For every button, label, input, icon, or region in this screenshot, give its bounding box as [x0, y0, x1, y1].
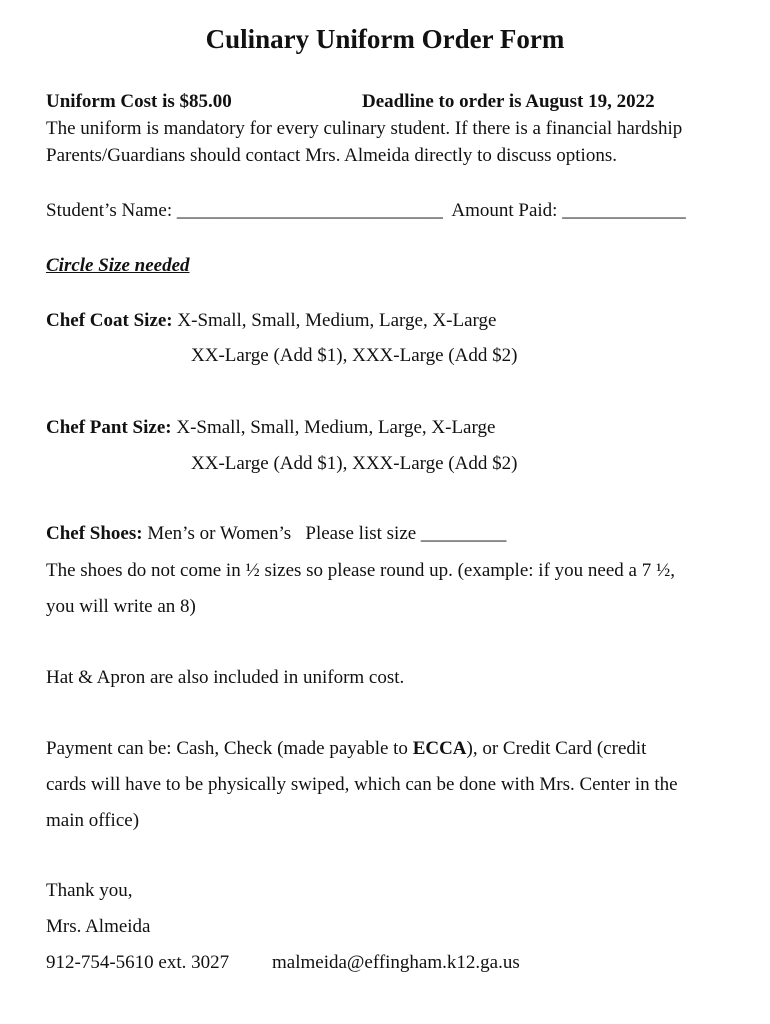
payment-line-1: [46, 739, 646, 758]
chef-shoes-text[interactable]: Men’s or Women’s Please list size _________: [142, 523, 507, 544]
circle-size-heading: Circle Size needed: [46, 255, 190, 276]
shoes-note-line-2: you will write an 8): [46, 596, 196, 617]
chef-pant-sizes[interactable]: X-Small, Small, Medium, Large, X-Large: [171, 417, 496, 438]
payment-line-2: cards will have to be physically swiped, which can be done with Mrs. Center in the: [46, 774, 678, 795]
hat-apron-note: Hat & Apron are also included in uniform cost.: [46, 667, 405, 688]
payment-post: ), or Credit Card (credit: [466, 738, 647, 759]
payment-line-3: main office): [46, 810, 140, 831]
chef-coat-extra-sizes[interactable]: XX-Large (Add $1), XXX-Large (Add $2): [191, 345, 518, 366]
page-title: Culinary Uniform Order Form: [205, 24, 565, 54]
chef-coat-label: Chef Coat Size:: [46, 310, 173, 331]
chef-pant-line: [46, 418, 495, 437]
contact-phone: 912-754-5610 ext. 3027: [46, 952, 230, 973]
payment-pre: Payment can be: Cash, Check (made payable to: [46, 738, 413, 759]
student-name-blank[interactable]: ____________________________: [176, 200, 443, 221]
chef-coat-line: [46, 311, 496, 330]
amount-paid-label: Amount Paid:: [442, 200, 563, 221]
payment-payee: ECCA: [412, 738, 467, 759]
chef-pant-extra-sizes[interactable]: XX-Large (Add $1), XXX-Large (Add $2): [191, 453, 518, 474]
uniform-cost: Uniform Cost is $85.00: [46, 91, 232, 112]
chef-shoes-label: Chef Shoes:: [46, 523, 143, 544]
chef-pant-label: Chef Pant Size:: [46, 417, 172, 438]
order-deadline: Deadline to order is August 19, 2022: [362, 91, 655, 112]
chef-coat-sizes[interactable]: X-Small, Small, Medium, Large, X-Large: [172, 310, 497, 331]
student-info-line: [46, 201, 686, 220]
closing-name: Mrs. Almeida: [46, 916, 151, 937]
shoes-note-line-1: The shoes do not come in ½ sizes so please round up. (example: if you need a 7 ½,: [46, 560, 675, 581]
chef-shoes-line: [46, 524, 506, 543]
amount-paid-blank[interactable]: _____________: [562, 200, 686, 221]
contact-email[interactable]: malmeida@effingham.k12.ga.us: [272, 952, 520, 973]
intro-line-2: Parents/Guardians should contact Mrs. Almeida directly to discuss options.: [46, 145, 617, 166]
intro-line-1: The uniform is mandatory for every culinary student. If there is a financial hardship: [46, 118, 683, 139]
closing-thanks: Thank you,: [46, 880, 133, 901]
student-name-label: Student’s Name:: [46, 200, 177, 221]
